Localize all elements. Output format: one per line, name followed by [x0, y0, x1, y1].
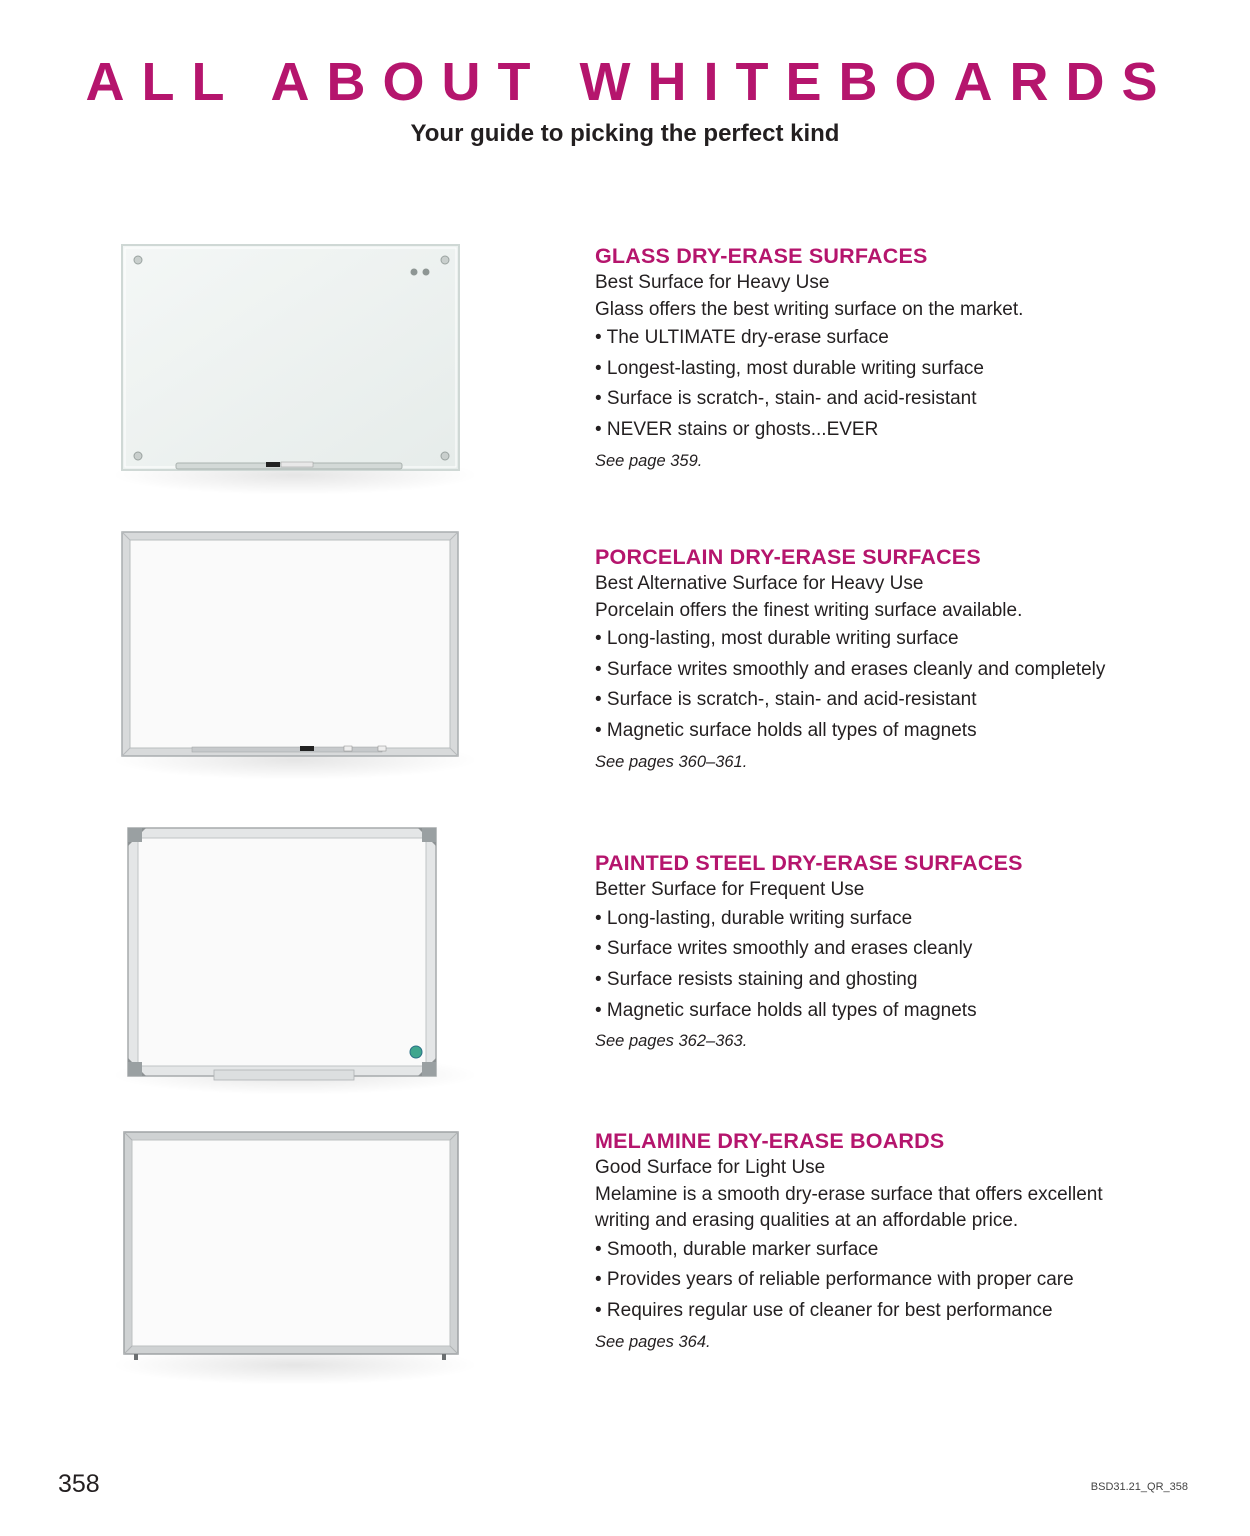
page-title: ALL ABOUT WHITEBOARDS — [85, 52, 1175, 112]
section-bullet: • Requires regular use of cleaner for best performance — [595, 1299, 1053, 1321]
section-line: Better Surface for Frequent Use — [595, 879, 865, 900]
section-page-ref: See page 359. — [595, 451, 703, 470]
section-bullet: • Magnetic surface holds all types of magnets — [595, 999, 977, 1021]
section-page-ref: See pages 362–363. — [595, 1032, 748, 1051]
section-line: Best Alternative Surface for Heavy Use — [595, 573, 924, 594]
section-title: PAINTED STEEL DRY-ERASE SURFACES — [595, 851, 1023, 875]
section-page-ref: See pages 360–361. — [595, 752, 748, 771]
section-bullet: • Surface writes smoothly and erases cleanly and completely — [595, 658, 1106, 680]
page-subtitle: Your guide to picking the perfect kind — [410, 120, 840, 147]
section-bullet: • Magnetic surface holds all types of magnets — [595, 720, 977, 742]
section-title: GLASS DRY-ERASE SURFACES — [595, 244, 928, 268]
painted-steel-whiteboard-image — [122, 822, 442, 1084]
section-bullet: • NEVER stains or ghosts...EVER — [595, 419, 879, 441]
section-line: Best Surface for Heavy Use — [595, 272, 830, 293]
section-bullet: • Long-lasting, most durable writing surface — [595, 628, 959, 649]
catalog-code: BSD31.21_QR_358 — [1090, 1481, 1188, 1493]
section-title: PORCELAIN DRY-ERASE SURFACES — [595, 545, 981, 569]
section-bullet: • Surface is scratch-, stain- and acid-resistant — [595, 689, 977, 711]
section-painted-steel — [595, 849, 1195, 1056]
section-line: Glass offers the best writing surface on the market. — [595, 298, 1024, 320]
section-line: Good Surface for Light Use — [595, 1157, 826, 1178]
section-title: MELAMINE DRY-ERASE BOARDS — [595, 1129, 945, 1153]
section-glass — [595, 242, 1195, 476]
section-line: Melamine is a smooth dry-erase surface that offers excellent — [595, 1183, 1103, 1205]
porcelain-whiteboard-image — [118, 528, 463, 763]
section-bullet: • Provides years of reliable performance with proper care — [595, 1269, 1074, 1291]
section-bullet: • The ULTIMATE dry-erase surface — [595, 327, 889, 348]
section-bullet: • Surface writes smoothly and erases cleanly — [595, 938, 973, 960]
section-porcelain — [595, 543, 1195, 777]
melamine-whiteboard-image — [120, 1128, 462, 1363]
section-bullet: • Surface resists staining and ghosting — [595, 968, 918, 990]
section-bullet: • Surface is scratch-, stain- and acid-resistant — [595, 388, 977, 410]
section-bullet: • Long-lasting, durable writing surface — [595, 907, 913, 929]
page-number: 358 — [58, 1470, 100, 1498]
section-bullet: • Smooth, durable marker surface — [595, 1238, 879, 1260]
section-melamine — [595, 1127, 1195, 1357]
section-page-ref: See pages 364. — [595, 1332, 711, 1351]
section-line: Porcelain offers the finest writing surface available. — [595, 599, 1023, 621]
section-bullet: • Longest-lasting, most durable writing surface — [595, 357, 984, 379]
glass-whiteboard-image — [118, 240, 463, 475]
section-line: writing and erasing qualities at an affordable price. — [595, 1210, 1019, 1231]
